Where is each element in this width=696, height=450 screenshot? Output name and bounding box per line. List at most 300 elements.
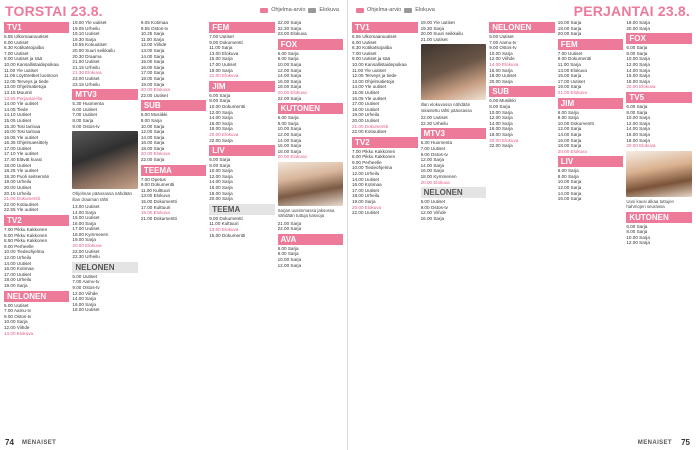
program-entry: 13.00 Elokuva [209,227,239,233]
program-entry: 19.00 Sarja [557,84,582,90]
listing-column [489,20,555,436]
photo-caption: Illan elokuvassa nähdään rakastettu tähti pääosassa [420,102,472,113]
program-entry: 18.00 Urheilu [4,277,32,283]
program-entry: 5.30 Huomenta [420,140,453,146]
channel-header: MTV3 [72,89,137,100]
program-entry: 20.30 Draama [72,53,102,59]
program-entry: 18.00 Sarja [626,78,650,84]
program-entry: 11.06 Löytöretket luontoon [4,73,59,79]
program-entry: 5.00 Uutiset [489,34,514,39]
channel-header: FOX [278,39,343,50]
program-entry: 11.00 Sarja [140,36,164,42]
program-entry: 12.00 Sarja [557,126,582,132]
program-entry: 7.00 Aamu-tv [4,308,32,314]
program-entry: 22.30 Sarja [277,25,302,31]
program-entry: 10.00 Sarja [557,179,582,185]
program-entry: 18.00 Sarja [277,84,302,90]
program-entry: 20.00 Elokuva [352,204,382,210]
program-entry: 12.00 Sarja [420,157,445,163]
photo-caption: Sarjan uusimmassa jaksossa nähdään tuttuja kasvoja [277,207,335,219]
program-entry: 19.00 Sarja [140,81,165,87]
legend [260,7,339,13]
program-entry: 22.00 Sarja [489,143,513,149]
program-entry: 7.00 Uutiset [209,34,234,39]
program-entry: 15.05 Uutiset [4,117,32,123]
program-entry: 17.00 Kulttuuri [140,204,171,210]
program-entry: 20.00 Elokuva [420,179,450,185]
listing-columns [352,20,692,436]
program-entry: 6.00 Sarja [209,157,231,163]
program-entry: 14.00 Sarja [277,137,302,143]
day-title: TORSTAI 23.8. [5,3,103,19]
listing-column [4,20,69,436]
program-entry: 7.00 Uutiset [420,145,446,151]
program-entry: 5.00 Uutiset [420,199,446,205]
channel-header: TV2 [4,215,69,226]
program-entry: 19.30 Sarja [72,36,96,42]
listing-column [209,20,274,436]
rating-legend-icon [260,8,268,13]
program-entry: 14.00 Sarja [209,179,233,185]
program-entry: 16.00 Sarja [557,196,582,202]
program-entry: 8.00 Sarja [626,50,648,56]
program-entry: 23.15 Urheilu [72,81,100,87]
program-entry: 10.00 Sarja [277,61,302,67]
channel-header: TV2 [352,137,418,148]
program-entry: 14.00 Sarja [209,115,233,121]
program-entry: 8.00 Sarja [72,117,94,123]
program-entry: 7.00 Aamu-tv [489,39,517,45]
page-number: 74 [5,438,14,447]
channel-header: TV1 [4,22,69,33]
program-entry: 21.00 Uutiset [420,36,448,42]
program-photo [278,162,343,206]
program-entry: 19.05 Urheilu [72,25,100,31]
program-entry: 16.00 Sarja [72,220,96,226]
program-entry: 13.00 Elokuva [209,50,239,56]
channel-header: TV5 [626,92,692,103]
program-entry: 20.00 Elokuva [277,89,307,95]
program-entry: 8.00 Sarja [626,109,648,115]
program-entry: 12.00 Sarja [626,120,650,126]
program-entry: 21.00 Uutiset [72,59,100,65]
program-entry: 12.00 Viihde [489,56,515,62]
program-entry: 18.00 Sarja [557,143,582,149]
channel-header: NELONEN [4,291,69,302]
program-entry: 23.00 Uutiset [72,75,100,81]
program-entry: 16.05 Yle uutiset [4,134,39,140]
program-entry: 12.00 Sarja [209,109,233,115]
channel-header: JIM [209,81,274,92]
program-entry: 7.00 Pikku Kakkonen [4,227,48,232]
program-entry: 23.00 Elokuva [277,31,307,37]
program-entry: 11.00 Kulttuuri [140,187,171,193]
program-entry: 16.00 Sarja [72,301,96,307]
program-entry: 9.00 Dokumentti [557,56,592,62]
program-entry: 20.00 Elokuva [140,151,170,157]
program-entry: 19.00 Sarja [72,237,96,243]
program-entry: 9.00 Ostos-tv [4,313,32,319]
program-entry: 14.05 Tiede [4,106,29,112]
program-entry: 6.00 Sarja [277,115,299,121]
program-entry: 10.00 Sarja [277,257,302,263]
program-entry: 11.00 Sarja [209,45,233,51]
channel-header: KUTONEN [278,103,343,114]
program-entry: 10.00 Dokumentti [209,103,246,109]
program-entry: 18.00 Sarja [489,131,513,137]
program-entry: 6.00 Uutiset [352,39,377,45]
listing-column [626,20,692,436]
day-title: PERJANTAI 23.8. [573,3,690,19]
program-entry: 6.30 Kotikatsojaiiba [352,45,392,51]
legend [356,7,435,13]
movie-legend-icon [404,8,412,13]
channel-header: JIM [558,98,624,109]
program-entry: 18.30 Puoli seitsemän [4,173,50,179]
program-entry: 20.00 Elokuva [140,87,170,93]
program-entry: 18.00 Sarja [140,75,165,81]
program-entry: 18.00 Kymmenen [72,231,109,237]
program-entry: 6.00 Uutiset [4,39,29,45]
program-entry: 9.05 Kotimaa [140,20,168,25]
program-entry: 20.00 Suuri seikkailu [72,47,115,53]
program-entry: 5.55 Ulkomaanuutiset [352,34,397,39]
program-entry: 12.00 Viihde [72,290,98,296]
channel-header: NELONEN [72,262,137,273]
program-entry: 6.00 Musiikki [489,98,516,104]
program-entry: 19.30 Sarja [420,25,445,31]
program-entry: 10.25 Sarja [140,31,165,37]
program-entry: 11.00 Yle uutiset [352,67,386,73]
program-entry: 20.00 Elokuva [626,143,656,149]
program-entry: 12.00 Urheilu [352,171,380,177]
program-entry: 17.00 Uutiset [4,145,32,151]
program-entry: 14.00 Sarja [140,53,165,59]
program-entry: 6.00 Sarja [626,45,648,51]
program-entry: 12.05 Terveys ja tiede [4,78,49,84]
program-entry: 5.55 Ulkomaanuutiset [4,34,49,39]
program-entry: 9.00 Perheelle [4,243,34,249]
program-entry: 16.00 Sarja [209,120,233,126]
channel-header: FEM [209,22,274,33]
program-entry: 11.00 Sarja [557,61,581,67]
program-entry: 9.00 Uutiset ja sää [352,56,391,62]
program-entry: 10.00 Sarja [140,123,165,129]
program-entry: 10.00 Dokumentti [557,120,594,126]
legend-movie-label: Elokuva [415,7,435,13]
program-entry: 22.00 Kotiuutiset [4,201,39,207]
program-entry: 20.00 Elokuva [277,154,307,160]
listing-column [72,20,137,436]
program-entry: 13.55 Perjantai-ilta [4,95,43,101]
program-entry: 19.00 Urheilu [352,112,380,118]
magazine-name: MENAISET [22,440,57,446]
program-entry: 18.00 Uutiset [352,106,380,112]
program-entry: 18.00 Sarja [140,145,165,151]
program-entry: 16.00 Sarja [420,168,445,174]
program-entry: 12.00 Sarja [140,129,165,135]
program-entry: 18.00 Sarja [557,25,582,31]
program-entry: 8.00 Sarja [626,229,648,235]
program-entry: 10.00 Tiedeohjelma [4,249,45,255]
program-entry: 15.00 Uutiset [72,215,100,221]
program-entry: 19.55 Kotiuutiset [72,42,107,48]
program-entry: 22.00 Sarja [277,226,302,232]
program-entry: 14.00 Yle uutiset [4,101,39,107]
program-entry: 20.00 Uutiset [4,185,32,191]
program-entry: 9.00 Uutiset ja sää [4,56,43,62]
program-entry: 18.00 Urheilu [352,193,380,199]
program-entry: 10.00 Sarja [489,109,513,115]
program-entry: 14.00 Sarja [420,162,445,168]
program-entry: 9.00 Dokumentti [140,182,175,188]
channel-header: TV1 [352,22,418,33]
program-entry: 22.00 Uutiset [420,115,448,121]
movie-legend-icon [308,8,316,13]
program-entry: 22.00 Uutiset [140,92,168,98]
program-entry: 15.00 Sarja [140,59,165,65]
program-entry: 20.00 Sarja [626,25,650,31]
program-entry: 10.00 Sarja [209,168,233,174]
legend-movie-label: Elokuva [319,7,339,13]
program-entry: 9.00 Ostos-tv [489,45,517,51]
program-entry: 14.00 Sarja [557,131,582,137]
program-photo [72,131,137,189]
program-photo [626,151,692,197]
program-entry: 10.00 Sarja [626,115,650,121]
channel-header: KUTONEN [626,212,692,223]
program-entry: 19.00 Sarja [4,282,28,288]
program-entry: 12.00 Sarja [277,262,302,268]
program-entry: 8.00 Sarja [140,117,162,123]
program-entry: 15.00 Dokumentti [140,199,177,205]
program-entry: 13.00 Ohjelmatietoja [352,78,395,84]
photo-caption: Ohjelman pääosassa nähdään illan draaman tähti [72,191,132,202]
program-entry: 16.00 Sarja [626,73,650,79]
program-entry: 19.10 Uutiset [72,31,100,37]
program-entry: 8.00 Pikku Kakkonen [352,154,396,160]
program-entry: 16.00 Sarja [489,126,513,132]
program-entry: 18.00 Sarja [626,20,650,25]
program-entry: 14.00 Elokuva [489,61,519,67]
program-entry: 14.00 Uutiset [4,260,32,266]
program-entry: 16.05 Yle uutiset [352,95,387,101]
legend-rating-label: Ohjelma-arvio [367,7,402,13]
program-entry: 14.00 Sarja [489,120,513,126]
program-entry: 21.00 Sarja [277,220,302,226]
program-entry: 17.10 Yle uutiset [4,151,39,157]
program-entry: 17.40 Elävät kuvat [4,157,42,163]
program-entry: 15.00 Dokumentti [209,232,246,238]
program-entry: 15.00 Sarja [557,73,582,79]
program-entry: 21.00 Elokuva [209,73,239,79]
program-entry: 11.00 Kulttuuri [209,221,239,227]
program-entry: 6.00 Sarja [277,50,299,56]
program-entry: 16.00 Sarja [140,64,165,70]
listing-column [278,20,343,436]
channel-header: MTV3 [421,128,487,139]
program-entry: 9.00 Ostos-tv [420,151,448,157]
program-entry: 5.00 Uutiset [4,302,29,308]
program-entry: 14.00 Elokuva [4,330,34,336]
program-entry: 18.00 Uutiset [4,162,32,168]
channel-header: LIV [209,145,274,156]
program-entry: 9.00 Perheelle [352,159,382,165]
program-entry: 20.00 Elokuva [626,84,656,90]
program-entry: 7.00 Uutiset [352,50,377,56]
program-entry: 22.00 Uutiset [352,210,380,216]
program-entry: 10.00 Kansallistaidepoikaa [352,61,407,67]
program-entry: 19.00 Sarja [352,199,376,205]
program-entry: 7.00 Uutiset [557,50,583,56]
program-entry: 17.00 Uutiset [4,271,32,277]
program-entry: 13.00 Elokuva [557,67,587,73]
listing-column [421,20,487,436]
program-entry: 5.00 Uutiset [72,273,97,279]
program-entry: 12.00 Sarja [626,240,650,246]
program-entry: 18.00 Uutiset [489,73,517,79]
program-entry: 22.55 Yle uutiset [4,207,39,213]
program-entry: 18.00 Sarja [277,148,302,154]
program-entry: 17.00 Uutiset [352,187,380,193]
program-entry: 16.35 Ohjelmaesittely [4,140,49,146]
program-entry: 13.00 Sarja [140,47,165,53]
program-entry: 14.00 Uutiset [352,176,380,182]
program-entry: 17.00 Uutiset [209,61,237,67]
program-entry: 21.00 Elokuva [557,89,587,95]
program-entry: 9.55 Ostos-tv [140,25,169,31]
program-entry: 6.00 Sarja [557,168,579,174]
program-entry: 12.00 Sarja [209,173,233,179]
program-entry: 16.00 Sarja [489,67,513,73]
program-entry: 10.00 Sarja [277,126,302,132]
program-entry: 12.00 Sarja [557,185,582,191]
program-entry: 15.00 Sarja [209,56,233,62]
program-entry: 6.00 Musiikki [140,112,168,118]
listing-column [352,20,418,436]
program-entry: 22.30 Urheilu [420,120,448,126]
program-entry: 22.00 Kotiuutiset [352,129,387,135]
program-entry: 7.00 Uutiset [72,112,97,118]
right-page [348,0,696,450]
program-entry: 16.00 Sarja [626,131,650,137]
channel-header: AVA [278,234,343,245]
channel-header: TEEMA [141,165,206,176]
listing-column [141,20,206,436]
program-entry: 8.00 Pikku Kakkonen [4,232,48,238]
channel-header: NELONEN [421,187,487,198]
program-entry: 16.00 Sarja [209,185,233,191]
program-entry: 7.00 Opetus [140,176,166,182]
channel-header: NELONEN [489,22,555,33]
program-entry: 13.15 Muumit [4,89,32,95]
program-entry: 7.00 Pikku Kakkonen [352,148,396,154]
program-entry: 17.00 Uutiset [352,101,380,107]
program-entry: 8.00 Sarja [557,115,579,121]
program-entry: 22.00 Sarja [277,95,302,101]
program-entry: 9.00 Dokumentti [209,39,243,45]
program-entry: 8.00 Sarja [277,56,299,62]
program-entry: 20.00 Sarja [489,78,513,84]
program-entry: 16.00 Sarja [277,78,302,84]
program-entry: 20.00 Uutiset [352,117,380,123]
program-entry: 11.00 Yle uutiset [4,67,38,73]
program-entry: 12.00 Viihde [4,324,30,330]
program-entry: 8.00 Sarja [489,103,511,109]
program-entry: 9.00 Dokumentti [209,215,243,221]
program-entry: 14.00 Sarja [140,134,165,140]
listing-column [558,20,624,436]
program-entry: 18.00 Sarja [209,126,233,132]
program-entry: 13.00 Elokuva [140,193,170,199]
program-entry: 18.00 Sarja [209,190,233,196]
program-entry: 14.10 Uutiset [4,112,32,118]
program-entry: 21.00 Dokumentti [140,215,177,221]
program-entry: 20.00 Sarja [209,196,233,202]
program-entry: 8.00 Sarja [277,120,299,126]
program-entry: 12.00 Sarja [277,131,302,137]
program-entry: 22.00 Uutiset [72,248,100,254]
program-entry: 14.00 Sarja [557,190,582,196]
program-entry: 19.00 Urheilu [4,179,32,185]
program-entry: 13.00 Ohjelmatietoja [4,84,47,90]
program-entry: 10.00 Sarja [626,56,650,62]
program-entry: 6.30 Kotikatsojaiiba [4,45,44,51]
program-entry: 10.00 Sarja [4,319,28,325]
program-entry: 10.00 Tiedeohjelma [352,165,393,171]
program-entry: 6.00 Sarja [209,92,231,98]
program-entry: 17.00 Sarja [140,70,165,76]
program-entry: 18.00 Sarja [626,137,650,143]
program-entry: 8.00 Sarja [209,162,231,168]
channel-header: FOX [626,33,692,44]
program-entry: 16.00 Sarja [140,140,165,146]
program-entry: 7.00 Aamu-tv [72,279,100,285]
program-entry: 20.00 Sarja [557,31,582,37]
program-entry: 12.00 Sarja [277,67,302,73]
channel-header: FEM [558,39,624,50]
program-entry: 16.00 Sarja [420,215,445,221]
program-entry: 10.00 Kansallistaidepoikaa [4,61,59,67]
program-entry: 10.00 Sarja [489,50,513,56]
program-entry: 21.15 Urheilu [72,64,100,70]
program-entry: 19.00 Elokuva [140,210,170,216]
page-number: 75 [681,438,690,447]
program-entry: 16.00 Sarja [277,143,302,149]
program-entry: 16.00 Kotimaa [352,182,382,188]
program-entry: 17.00 Uutiset [557,78,585,84]
magazine-name: MENAISET [637,440,672,446]
program-entry: 12.00 Sarja [626,61,650,67]
program-entry: 8.00 Sarja [557,173,579,179]
listing-columns [4,20,343,436]
program-entry: 6.00 Uutiset [72,106,97,112]
program-entry: 14.00 Sarja [72,296,96,302]
program-entry: 19.00 Sarja [209,67,233,73]
legend-rating-label: Ohjelma-arvio [271,7,306,13]
program-entry: 10.00 Sarja [626,234,650,240]
program-entry: 5.30 Huomenta [72,101,104,107]
channel-header: LIV [558,156,624,167]
program-entry: 8.00 Sarja [209,98,231,104]
program-photo [421,44,487,100]
program-entry: 9.00 Ostos-tv [420,204,448,210]
program-entry: 19.00 Yle uutiset [72,20,107,25]
program-entry: 13.00 Uutiset [72,203,100,209]
channel-header: SUB [489,86,555,97]
program-entry: 14.00 Sarja [72,209,96,215]
program-entry: 16.00 Kotimaa [4,266,34,272]
